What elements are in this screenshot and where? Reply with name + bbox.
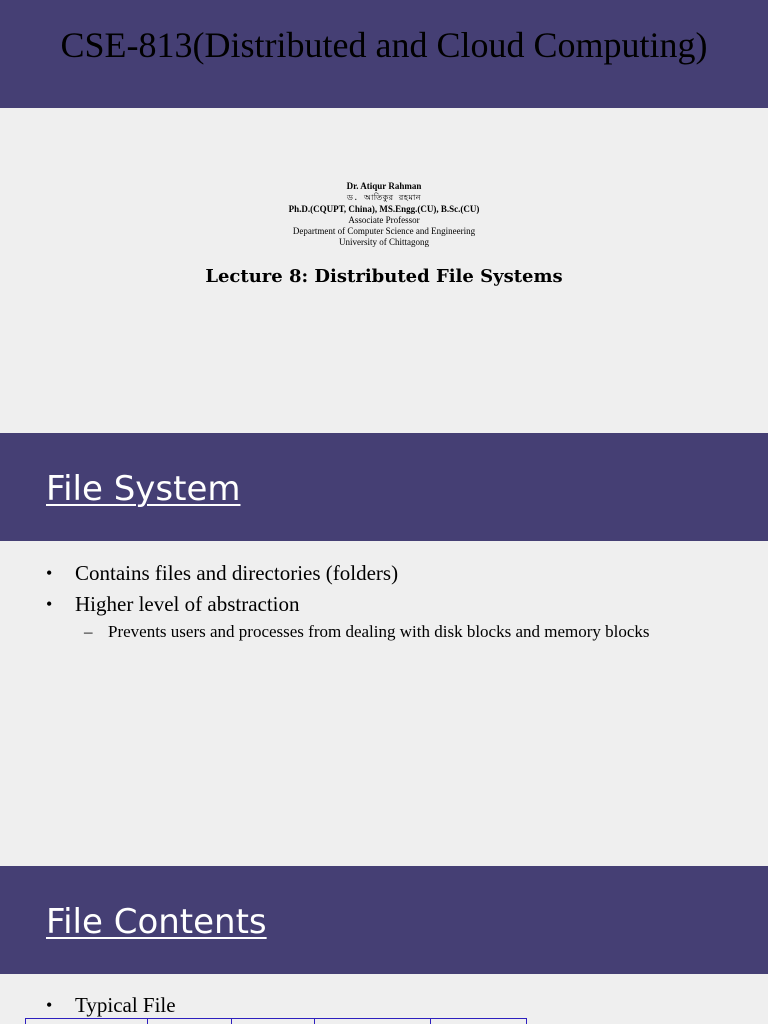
author-degrees: Ph.D.(CQUPT, China), MS.Engg.(CU), B.Sc.(CU) <box>288 203 480 214</box>
file-system-slide <box>0 542 768 866</box>
course-title: CSE-813(Distributed and Cloud Computing) <box>60 25 708 65</box>
bullet-item: • Contains files and directories (folders) <box>46 558 650 589</box>
slide-heading-file-contents: File Contents <box>46 902 267 942</box>
table-cell <box>26 1019 148 1024</box>
file-structure-table <box>25 1018 527 1024</box>
bullet-list <box>46 558 650 644</box>
author-position: Associate Professor <box>348 214 420 225</box>
table-cell <box>148 1019 232 1024</box>
file-contents-slide <box>0 975 768 1024</box>
slide-heading-file-system: File System <box>46 469 241 509</box>
author-department: Department of Computer Science and Engineering <box>292 226 476 237</box>
table-cell <box>315 1019 431 1024</box>
bullet-list <box>46 990 176 1021</box>
table-cell <box>232 1019 315 1024</box>
bullet-item: • Higher level of abstraction <box>46 589 650 620</box>
author-block <box>0 181 768 249</box>
author-name: Dr. Atiqur Rahman <box>346 181 422 191</box>
table-cell <box>431 1019 527 1024</box>
lecture-title: Lecture 8: Distributed File Systems <box>205 266 563 287</box>
heading-band-file-system <box>0 433 768 541</box>
author-bangla-name: ড. আতিকুর রহমান <box>346 193 422 203</box>
title-band <box>0 0 768 108</box>
author-university: University of Chittagong <box>339 237 429 248</box>
table-row <box>26 1019 527 1024</box>
bullet-item: • Typical File <box>46 990 176 1021</box>
title-slide <box>0 114 768 432</box>
heading-band-file-contents <box>0 866 768 974</box>
sub-bullet-item: – Prevents users and processes from dealing with disk blocks and memory blocks <box>46 620 650 644</box>
